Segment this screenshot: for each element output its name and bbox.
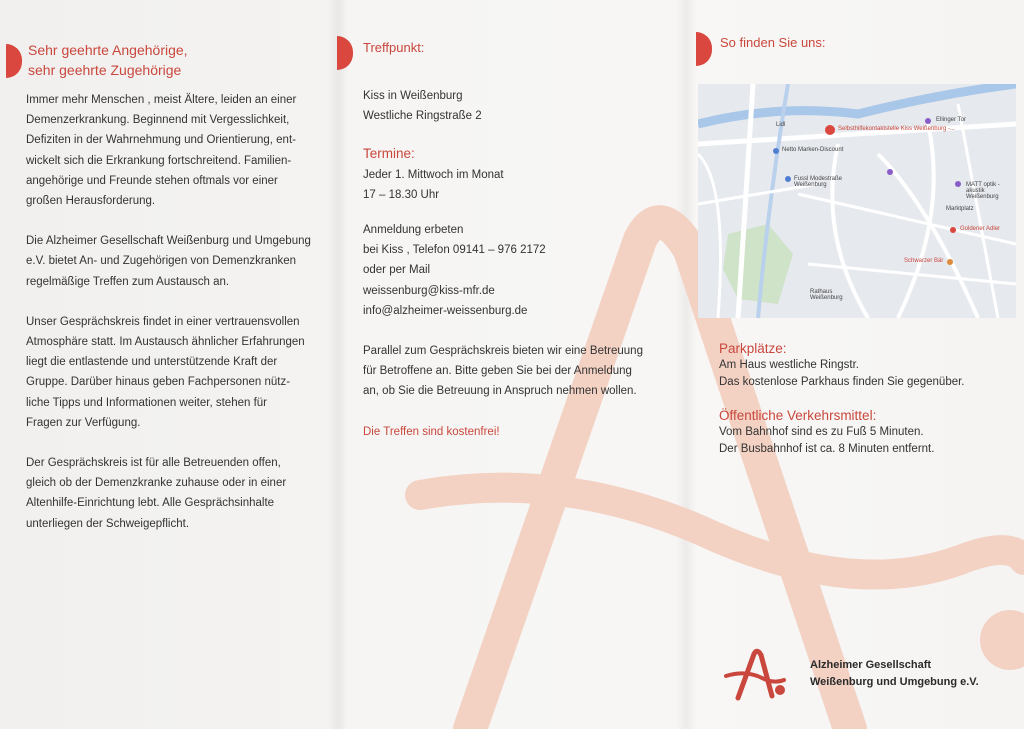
organisation-name bbox=[810, 657, 979, 691]
meeting-details bbox=[363, 86, 683, 462]
paragraph-4: Der Gesprächskreis ist für alle Betreuenden offen, gleich ob der Demenzkranke zuhause oder in einer Altenhilfe-Einrichtung lebt. Alle Gesprächsinhalte unterliegen der Schweigepflicht. bbox=[26, 457, 287, 530]
paragraph-3: Unser Gesprächskreis findet in einer vertrauensvollen Atmosphäre statt. Im Austausch ähnlicher Erfahrungen liegt die entlastende und unterstützende Kraft der Gruppe. Darüber hinaus geben Fachpersonen nütz- liche Tipps und Informationen weiter, stehen für Fragen zur Verfügung. bbox=[26, 315, 305, 429]
transit-heading: Öffentliche Verkehrsmittel: bbox=[719, 408, 877, 423]
map-label-baer: Schwarzer Bär bbox=[904, 258, 944, 264]
map-label-netto: Netto Marken-Discount bbox=[782, 147, 844, 153]
section-marker bbox=[337, 36, 353, 70]
transit-line-1: Vom Bahnhof sind es zu Fuß 5 Minuten. bbox=[719, 426, 924, 438]
map-label-markt: Marktplatz bbox=[946, 206, 974, 212]
map-label-matt: MATT optik - akustik Weißenburg bbox=[966, 182, 1000, 200]
dates-block: Termine: Jeder 1. Mittwoch im Monat 17 – 18.30 Uhr bbox=[363, 144, 683, 205]
parking-heading: Parkplätze: bbox=[719, 341, 787, 356]
org-name-line-2: Weißenburg und Umgebung e.V. bbox=[810, 676, 979, 688]
paragraph-2: Die Alzheimer Gesellschaft Weißenburg und Umgebung e.V. bietet An- und Zugehörigen von Demenzkranken regelmäßige Treffen zum Austausch an. bbox=[26, 235, 311, 288]
parking-line-1: Am Haus westliche Ringstr. bbox=[719, 359, 859, 371]
section-marker bbox=[696, 32, 712, 66]
map-label-lidl: Lidl bbox=[776, 122, 786, 128]
panel-left bbox=[0, 0, 333, 729]
greeting-line-2: sehr geehrte Zugehörige bbox=[28, 62, 182, 78]
map-pin-label: Selbsthilfekontaktstelle Kiss Weißenburg -... bbox=[838, 126, 955, 132]
map-label-adler: Goldener Adler bbox=[960, 226, 1001, 232]
map-label-rathaus: Rathaus Weißenburg bbox=[810, 289, 843, 301]
map-drawing bbox=[698, 84, 1016, 318]
greeting-line-1: Sehr geehrte Angehörige, bbox=[28, 42, 188, 58]
place-name: Kiss in Weißenburg bbox=[363, 90, 463, 102]
email-kiss: weissenburg@kiss-mfr.de bbox=[363, 284, 495, 297]
org-name-line-1: Alzheimer Gesellschaft bbox=[810, 659, 932, 671]
alzheimer-logo-icon bbox=[724, 646, 794, 702]
meeting-point-heading: Treffpunkt: bbox=[363, 40, 425, 55]
directions-heading: So finden Sie uns: bbox=[720, 35, 826, 50]
free-note: Die Treffen sind kostenfrei! bbox=[363, 425, 500, 438]
parking-line-2: Das kostenlose Parkhaus finden Sie gegenüber. bbox=[719, 376, 965, 388]
section-marker bbox=[6, 44, 22, 78]
intro-text bbox=[26, 90, 326, 554]
registration-block: Anmeldung erbeten bei Kiss , Telefon 09141 – 976 2172 oder per Mail weissenburg@kiss-mfr.de info@alzheimer-weissenburg.de bbox=[363, 224, 546, 317]
address-block bbox=[363, 86, 683, 126]
panel-middle bbox=[333, 0, 688, 729]
email-alzheimer: info@alzheimer-weissenburg.de bbox=[363, 304, 528, 317]
greeting-heading bbox=[28, 40, 188, 80]
map-label-fussl: Fussl Modestraße Weißenburg bbox=[794, 176, 843, 188]
location-map bbox=[698, 84, 1016, 318]
paragraph-1: Immer mehr Menschen , meist Ältere, leiden an einer Demenzerkrankung. Beginnend mit Vergesslichkeit, Defiziten in der Wahrnehmung und Orientierung, ent- wickelt sich die Erkrankung fortschreitend. Familien- angehörige und Freunde stehen oftmals vor einer großen Herausforderung. bbox=[26, 94, 297, 208]
care-block: Parallel zum Gesprächskreis bieten wir eine Betreuung für Betroffene an. Bitte geben Sie bei der Anmeldung an, ob Sie die Betreuung in Anspruch nehmen wollen. bbox=[363, 345, 643, 398]
place-street: Westliche Ringstraße 2 bbox=[363, 110, 482, 123]
transit-line-2: Der Busbahnhof ist ca. 8 Minuten entfernt. bbox=[719, 443, 935, 455]
dates-heading: Termine: bbox=[363, 146, 415, 162]
access-info bbox=[719, 340, 1019, 458]
map-label-ellinger: Ellinger Tor bbox=[936, 117, 966, 123]
